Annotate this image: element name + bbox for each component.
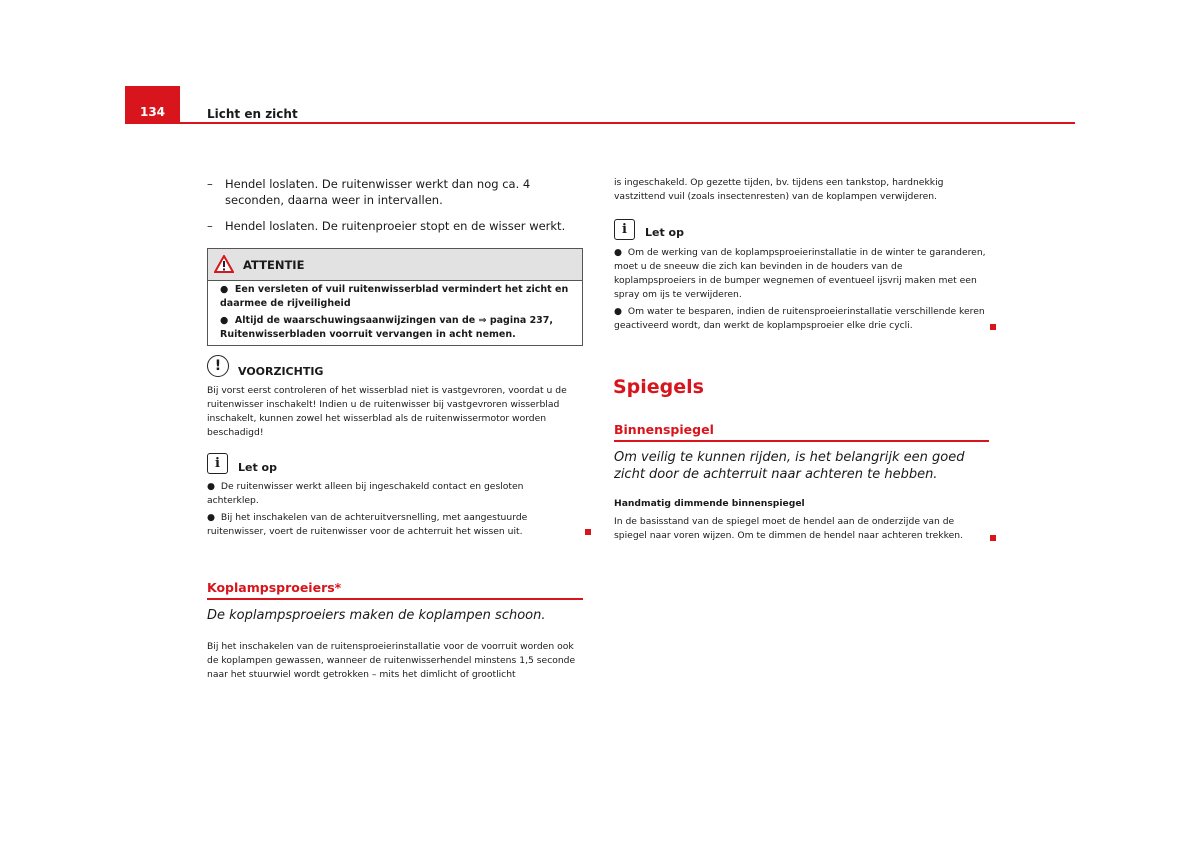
dash-mark: –	[207, 219, 213, 233]
koplamp-lead: De koplampsproeiers maken de koplampen schoon.	[207, 608, 546, 623]
dash-item-text: Hendel loslaten. De ruitenwisser werkt dan nog ca. 4 seconden, daarna weer in intervallen.	[225, 177, 531, 207]
letop-title: Let op	[238, 461, 277, 474]
info-icon: i	[207, 453, 228, 474]
voorzichtig-text: Bij vorst eerst controleren of het wisserblad niet is vastgevroren, voordat u de ruitenwisser inschakelt! Indien u de ruitenwisser bij vastgevroren wisserblad inschakelt, kunnen zowel het wisserblad als de ruitenwissermotor worden beschadigd!	[207, 385, 567, 438]
letop-item: ● Bij het inschakelen van de achteruitversnelling, met aangestuurde ruitenwisser, voert de ruitenwisser voor de achterruit het wissen uit.	[207, 512, 528, 537]
letop-title: Let op	[645, 226, 684, 239]
dash-item-2	[207, 219, 582, 235]
letop-item: ● Om de werking van de koplampsproeierinstallatie in de winter te garanderen, moet u de sneeuw die zich kan bevinden in de houders van de koplampsproeiers in de bumper wegnemen of eventueel ijsvrij maken met een spray om ijs te verwijderen.	[614, 247, 986, 300]
letop-item: ● De ruitenwisser werkt alleen bij ingeschakeld contact en gesloten achterklep.	[207, 481, 524, 506]
binnenspiegel-rule	[614, 440, 989, 442]
attentie-title: ATTENTIE	[243, 258, 305, 272]
end-marker	[990, 535, 996, 541]
warning-triangle-icon	[214, 255, 234, 273]
header-rule	[125, 122, 1075, 124]
chapter-title: Licht en zicht	[207, 107, 298, 121]
info-icon: i	[614, 219, 635, 240]
attentie-header	[208, 249, 582, 281]
caution-icon: !	[207, 355, 229, 377]
dash-item-text: Hendel loslaten. De ruitenproeier stopt en de wisser werkt.	[225, 219, 566, 233]
attentie-box	[207, 248, 583, 346]
dimmende-heading: Handmatig dimmende binnenspiegel	[614, 498, 805, 509]
dash-mark: –	[207, 177, 213, 191]
continued-text: is ingeschakeld. Op gezette tijden, bv. tijdens een tankstop, hardnekkig vastzittend vuil (zoals insectenresten) van de koplampen verwijderen.	[614, 177, 944, 202]
koplamp-heading: Koplampsproeiers*	[207, 580, 342, 595]
attentie-body	[208, 283, 580, 345]
letop-list	[207, 480, 575, 542]
binnenspiegel-text: In de basisstand van de spiegel moet de hendel aan de onderzijde van de spiegel naar voren wijzen. Om te dimmen de hendel naar achteren trekken.	[614, 516, 964, 541]
end-marker	[990, 324, 996, 330]
end-marker	[585, 529, 591, 535]
binnenspiegel-lead: Om veilig te kunnen rijden, is het belangrijk een goed zicht door de achterruit naar achteren te hebben.	[614, 450, 965, 482]
page-number: 134	[139, 105, 166, 119]
koplamp-text: Bij het inschakelen van de ruitensproeierinstallatie voor de voorruit worden ook de koplampen gewassen, wanneer de ruitenwisserhendel minstens 1,5 seconde naar het stuurwiel wordt getrokken – mits het dimlicht of grootlicht	[207, 641, 576, 680]
koplamp-rule	[207, 598, 583, 600]
letop-item: ● Om water te besparen, indien de ruitensproeierinstallatie verschillende keren geactiveerd wordt, dan werkt de koplampsproeier elke drie cycli.	[614, 306, 985, 331]
voorzichtig-title: VOORZICHTIG	[238, 365, 324, 378]
binnenspiegel-heading: Binnenspiegel	[614, 422, 714, 437]
spiegels-heading: Spiegels	[613, 376, 704, 398]
attentie-item: ● Altijd de waarschuwingsaanwijzingen van de ⇒ pagina 237, Ruitenwisserbladen voorruit vervangen in acht nemen.	[220, 315, 554, 340]
dash-item-1	[207, 177, 582, 208]
attentie-item: ● Een versleten of vuil ruitenwisserblad vermindert het zicht en daarmee de rijveiligheid	[220, 284, 569, 309]
letop-list	[614, 246, 986, 336]
